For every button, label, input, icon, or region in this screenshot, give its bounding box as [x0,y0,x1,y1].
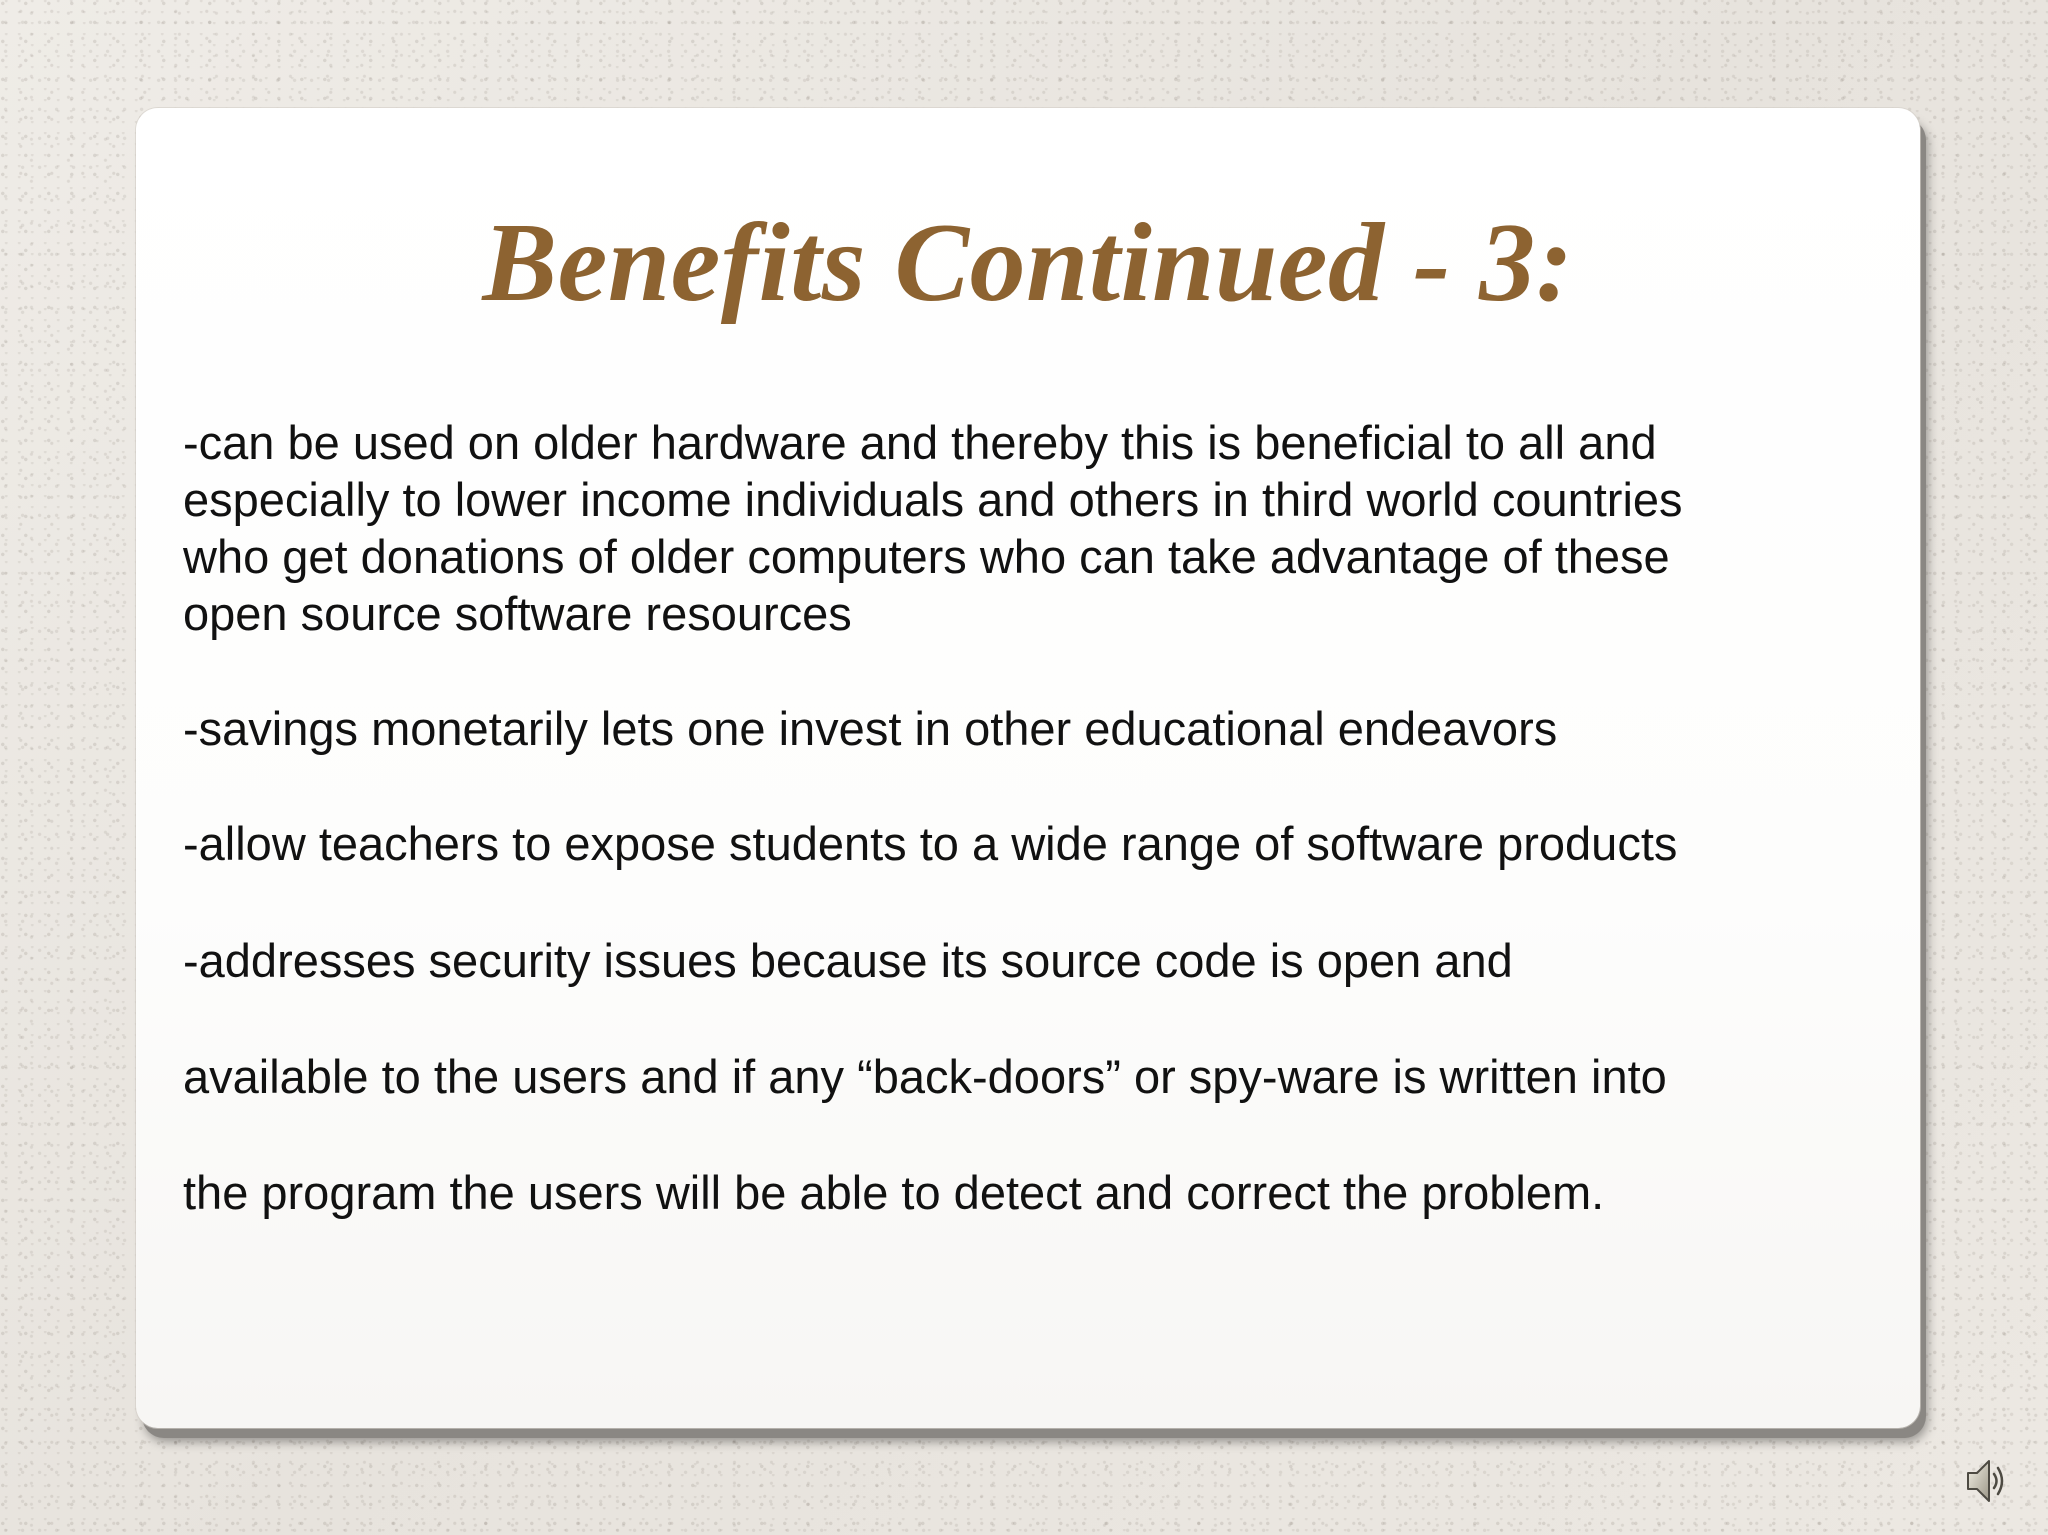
bullet-savings: -savings monetarily lets one invest in other educational endeavors [183,702,1558,755]
speaker-icon-graphic [1964,1456,2008,1506]
bullet-older-hardware: -can be used on older hardware and thereby this is beneficial to all and especially to lower income individuals and others in third world countries who get donations of older computers who can take advantage of these open source software resources [183,416,1683,640]
bullet-teachers: -allow teachers to expose students to a wide range of software products [183,817,1678,870]
speaker-icon[interactable] [1964,1456,2008,1506]
slide-body [183,414,1903,1251]
slide-panel [136,108,1920,1428]
slide-title: Benefits Continued - 3: [482,201,1574,325]
bullet-security: -addresses security issues because its source code is open and available to the users and if any “back-doors” or spy-ware is written into the program the users will be able to detect and correct the problem. [183,934,1667,1219]
